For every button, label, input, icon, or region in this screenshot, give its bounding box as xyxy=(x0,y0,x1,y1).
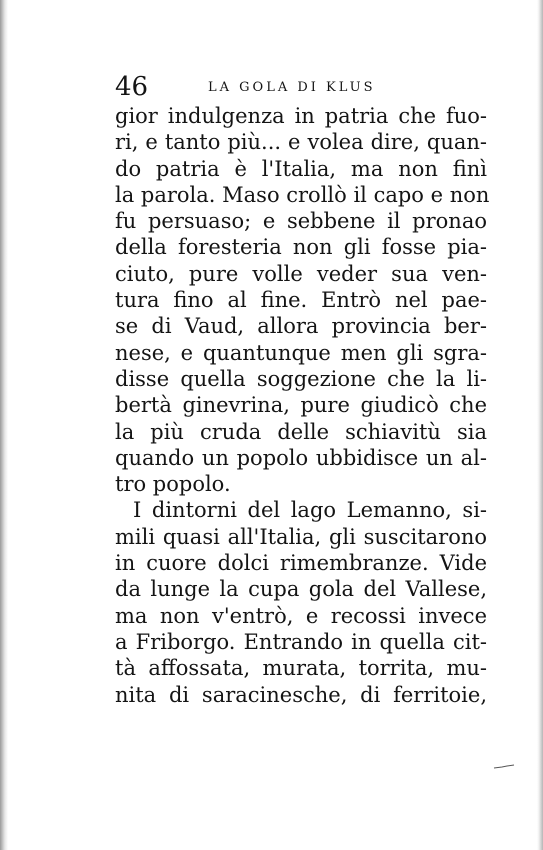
text-line: mili quasi all'Italia, gli suscitarono xyxy=(115,524,487,549)
text-line: quando un popolo ubbidisce un al- xyxy=(115,445,487,470)
text-line: do patria è l'Italia, ma non finì xyxy=(115,156,487,181)
text-line: la parola. Maso crollò il capo e non xyxy=(115,182,490,207)
paragraph-start-line: I dintorni del lago Lemanno, si- xyxy=(133,498,487,523)
page-edge-left xyxy=(0,0,8,850)
text-line: a Friborgo. Entrando in quella cit- xyxy=(115,629,487,654)
running-title: LA GOLA DI KLUS xyxy=(208,80,376,95)
paragraph-end-line: tro popolo. xyxy=(115,472,231,497)
text-line: da lunge la cupa gola del Vallese, xyxy=(115,577,487,602)
text-line: ma non v'entrò, e recossi invece xyxy=(115,603,487,628)
text-line: bertà ginevrina, pure giudicò che xyxy=(115,393,487,418)
text-line: nita di saracinesche, di ferritoie, xyxy=(115,682,487,707)
text-line: la più cruda delle schiavitù sia xyxy=(115,419,487,444)
text-line: della foresteria non gli fosse pia- xyxy=(115,235,487,260)
body-text xyxy=(115,103,490,708)
text-line: in cuore dolci rimembranze. Vide xyxy=(115,551,487,576)
page-edge-right xyxy=(537,0,543,850)
page-header xyxy=(115,72,485,102)
text-line: fu persuaso; e sebbene il pronao xyxy=(115,209,487,234)
text-line: nese, e quantunque men gli sgra- xyxy=(115,340,487,365)
text-line: ciuto, pure volle veder sua ven- xyxy=(115,261,487,286)
text-line: tura fino al fine. Entrò nel pae- xyxy=(115,288,487,313)
text-line: disse quella soggezione che la li- xyxy=(115,366,487,391)
text-line: gior indulgenza in patria che fuo- xyxy=(115,104,487,128)
ink-speck xyxy=(493,764,515,770)
text-line: se di Vaud, allora provincia ber- xyxy=(115,314,487,339)
page-number: 46 xyxy=(115,72,149,102)
text-line: ri, e tanto più... e volea dire, quan- xyxy=(115,130,487,155)
text-line: tà affossata, murata, torrita, mu- xyxy=(115,656,487,681)
